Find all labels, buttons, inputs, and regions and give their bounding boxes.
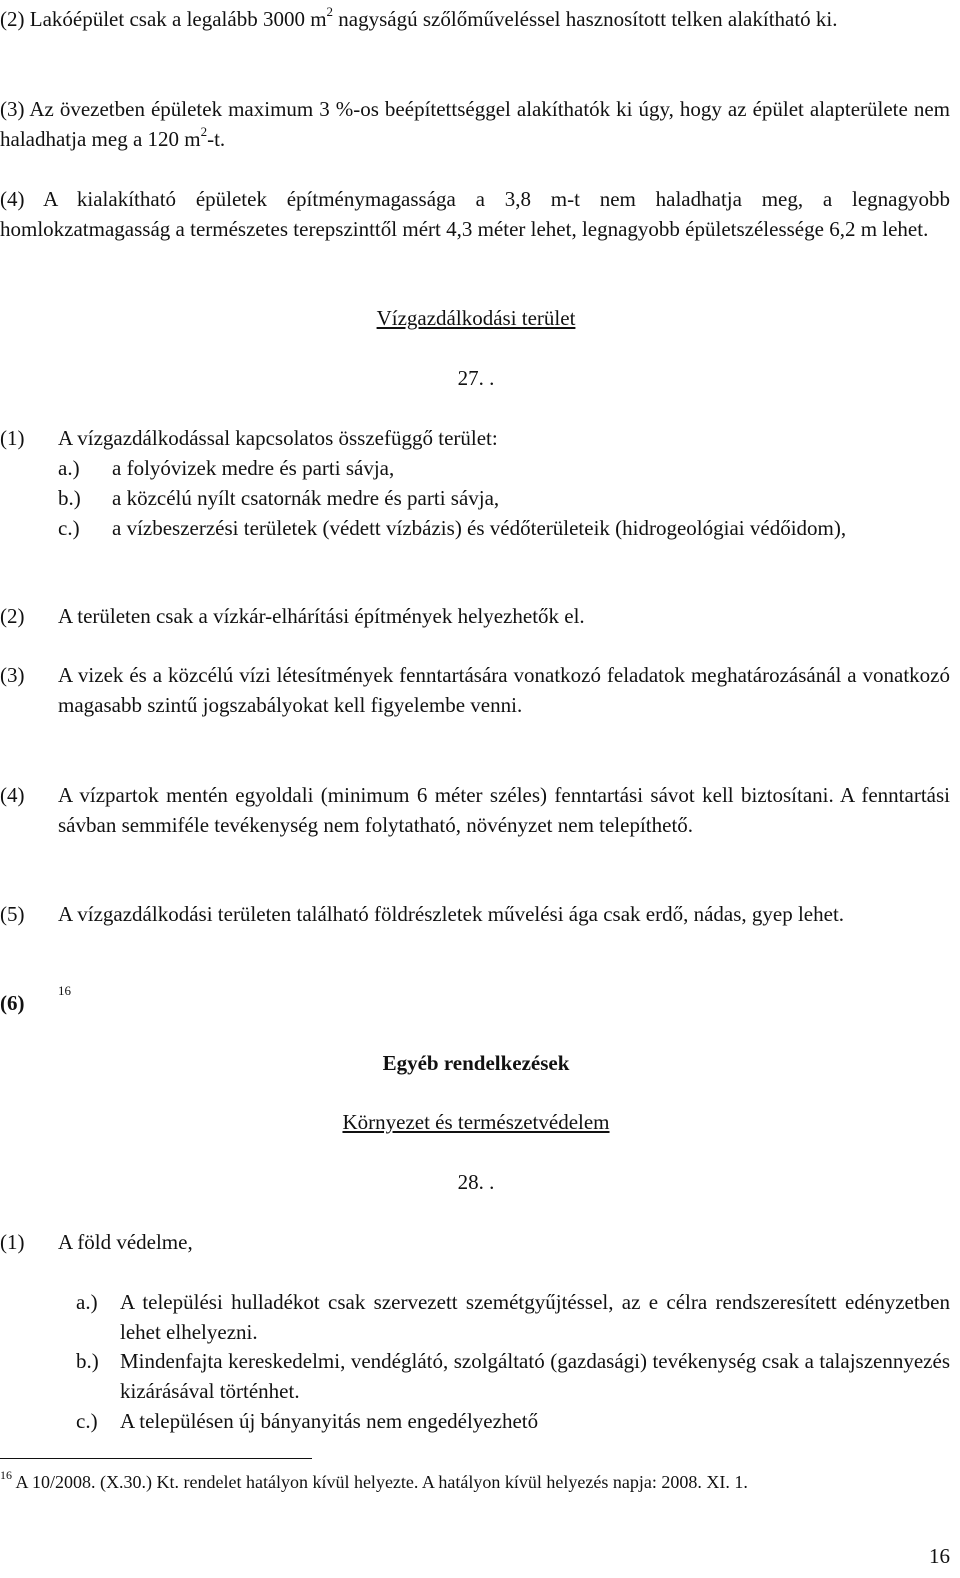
footnote-text: A 10/2008. (X.30.) Kt. rendelet hatályon kívül helyezte. A hatályon kívül helyezés napja: 2008. XI. 1. <box>12 1472 748 1492</box>
subitem-letter: a.) <box>76 1290 98 1314</box>
item-text: A területen csak a vízkár-elhárítási építmények helyezhetők el. <box>58 604 585 628</box>
item-number: (1) <box>0 1230 25 1254</box>
subitem-text: A településen új bányanyitás nem engedélyezhető <box>120 1409 539 1433</box>
paragraph-3-text-end: -t. <box>207 127 226 151</box>
item-text: A föld védelme, <box>58 1230 193 1254</box>
section-number-28: 28. . <box>457 1170 495 1194</box>
subitem-letter: c.) <box>58 516 80 540</box>
item-number: (5) <box>0 902 25 926</box>
subitem-letter: b.) <box>58 486 81 510</box>
subitem-text: Mindenfajta kereskedelmi, vendéglátó, szolgáltató (gazdasági) tevékenység csak a talajszennyezés kizárásával történhet. <box>120 1349 950 1403</box>
subitem-letter: a.) <box>58 456 80 480</box>
section-number-27: 27. . <box>457 366 495 390</box>
item-number-6: (6) <box>0 991 25 1015</box>
subitem-text: a közcélú nyílt csatornák medre és parti sávja, <box>112 486 500 510</box>
footnote-separator <box>0 1458 312 1459</box>
paragraph-3-text: (3) Az övezetben épületek maximum 3 %-os beépítettséggel alakíthatók ki úgy, hogy az épület alapterülete nem haladhatja meg a 120 m <box>0 97 950 151</box>
page-number: 16 <box>929 1544 950 1568</box>
footnote-marker: 16 <box>0 1468 12 1482</box>
paragraph-2 <box>0 4 950 34</box>
section-heading-other: Egyéb rendelkezések <box>382 1051 570 1075</box>
superscript: 2 <box>200 124 208 139</box>
item-number: (2) <box>0 604 25 628</box>
item-text: A vizek és a közcélú vízi létesítmények fenntartására vonatkozó feladatok meghatározásánál a vonatkozó magasabb szintű jogszabályokat kell figyelembe venni. <box>58 663 950 717</box>
footnote <box>0 1470 950 1494</box>
subsection-heading: Környezet és természetvédelem <box>342 1110 610 1134</box>
footnote-reference[interactable]: 16 <box>58 983 71 998</box>
section-heading-water: Vízgazdálkodási terület <box>376 306 576 330</box>
subitem-text: a folyóvizek medre és parti sávja, <box>112 456 395 480</box>
paragraph-2-text: (2) Lakóépület csak a legalább 3000 m <box>0 7 327 31</box>
superscript: 2 <box>326 4 334 19</box>
item-text: A vízgazdálkodással kapcsolatos összefüggő terület: <box>58 426 498 450</box>
item-text: A vízgazdálkodási területen található földrészletek művelési ága csak erdő, nádas, gyep lehet. <box>58 902 845 926</box>
item-text: A vízpartok mentén egyoldali (minimum 6 méter széles) fenntartási sávot kell biztosítani. A fenntartási sávban semmiféle tevékenység nem folytatható, növényzet nem telepíthető. <box>58 783 950 837</box>
subitem-text: A települési hulladékot csak szervezett szemétgyűjtéssel, az e célra rendszeresített edényzetben lehet elhelyezni. <box>120 1290 950 1344</box>
item-number: (3) <box>0 663 25 687</box>
subitem-letter: c.) <box>76 1409 98 1433</box>
subitem-text: a vízbeszerzési területek (védett vízbázis) és védőterületeik (hidrogeológiai védőidom), <box>112 516 847 540</box>
item-number: (4) <box>0 783 25 807</box>
paragraph-2-text-end: nagyságú szőlőműveléssel hasznosított telken alakítható ki. <box>333 7 838 31</box>
paragraph-3 <box>0 94 950 154</box>
paragraph-4: (4) A kialakítható épületek építménymagassága a 3,8 m-t nem haladhatja meg, a legnagyobb homlokzatmagasság a természetes terepszinttől mért 4,3 méter lehet, legnagyobb épületszélessége 6,2 m lehet. <box>0 187 950 241</box>
subitem-letter: b.) <box>76 1349 99 1373</box>
item-number: (1) <box>0 426 25 450</box>
